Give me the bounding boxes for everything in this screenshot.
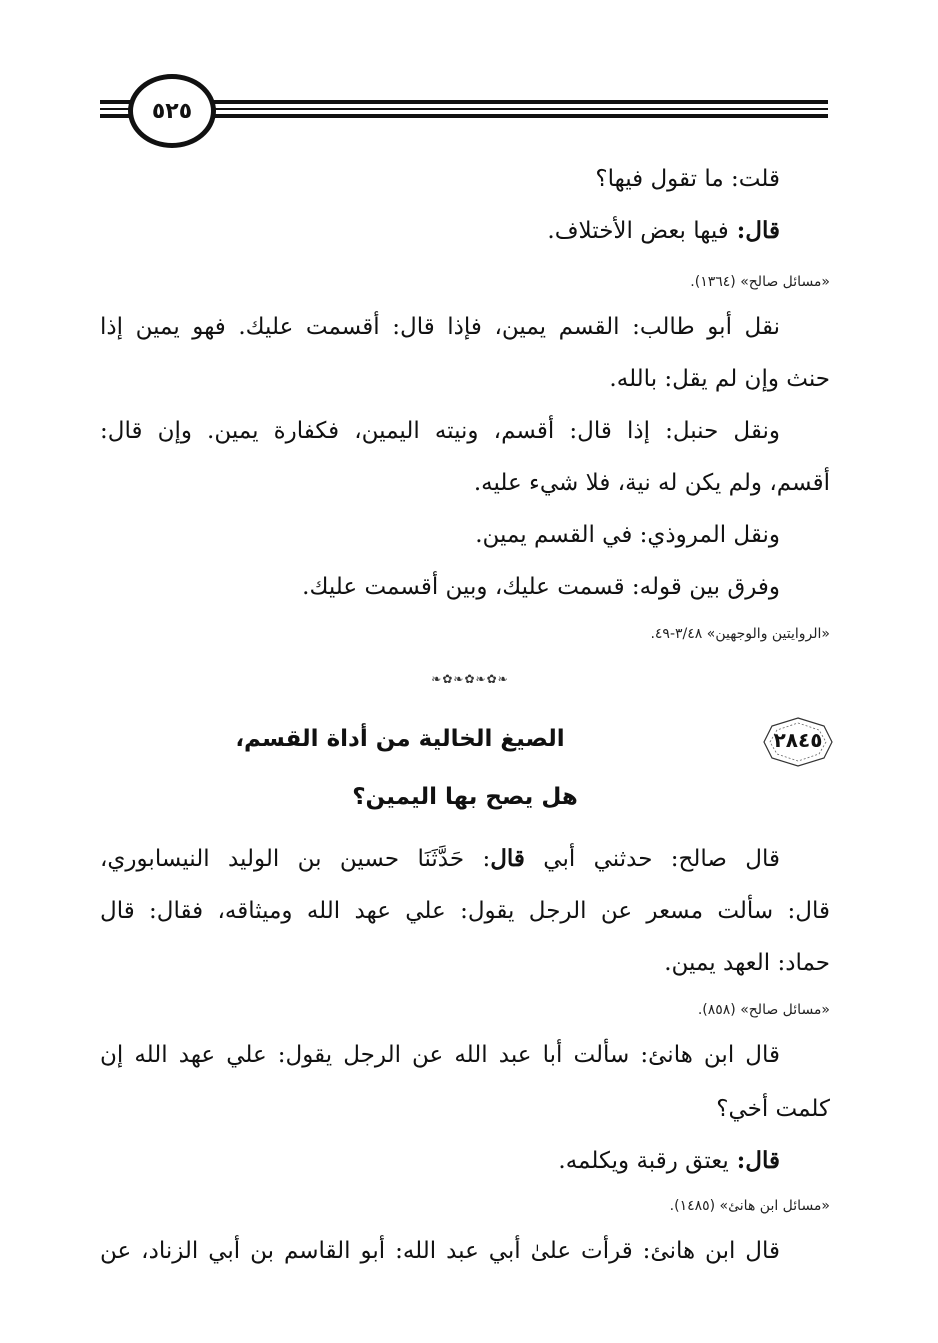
keyword-qala: قال:: [728, 217, 780, 244]
source-reference: «مسائل ابن هانئ» (١٤٨٥).: [669, 1198, 830, 1214]
text-line: ونقل حنبل: إذا قال: أقسم، ونيته اليمين، فكفارة يمين. وإن قال:: [100, 418, 780, 444]
text-line: [100, 1144, 830, 1178]
text-line: [100, 842, 830, 876]
section-divider-ornament: ❧✿❧✿❧✿❧: [431, 672, 509, 686]
section-title-line2: هل يصح بها اليمين؟: [352, 784, 578, 810]
text-span: قال صالح: حدثني أبي: [524, 846, 780, 872]
text-line: كلمت أخي؟: [716, 1096, 830, 1122]
source-reference: «الروايتين والوجهين» ٣/٤٨-٤٩.: [650, 626, 830, 642]
text-line: حماد: العهد يمين.: [664, 950, 830, 976]
speaker-label: قلت:: [723, 166, 780, 192]
keyword-qala: قال: [490, 845, 525, 872]
keyword-qala: قال:: [728, 1147, 780, 1174]
text-line: وفرق بين قوله: قسمت عليك، وبين أقسمت عليك.: [302, 574, 780, 600]
text-line: ونقل المروذي: في القسم يمين.: [475, 522, 780, 548]
text-span: : حَدَّثَنَا حسين بن الوليد النيسابوري،: [100, 846, 491, 872]
text-line: أقسم، ولم يكن له نية، فلا شيء عليه.: [473, 470, 830, 496]
text-line: حنث وإن لم يقل: بالله.: [609, 366, 830, 392]
section-body: [100, 0, 830, 1343]
page-number: ٥٢٥: [128, 74, 216, 148]
text-line: قال ابن هانئ: قرأت علىٰ أبي عبد الله: أبو القاسم بن أبي الزناد، عن: [100, 1238, 780, 1264]
text-line: قال ابن هانئ: سألت أبا عبد الله عن الرجل يقول: علي عهد الله إن: [100, 1042, 780, 1068]
source-reference: «مسائل صالح» (١٣٦٤).: [690, 274, 830, 290]
text-span: فيها بعض الأختلاف.: [547, 218, 729, 244]
source-reference: «مسائل صالح» (٨٥٨).: [697, 1002, 830, 1018]
section-number: ٢٨٤٥: [773, 728, 823, 752]
text-line: قال: سألت مسعر عن الرجل يقول: علي عهد الله وميثاقه، فقال: قال: [100, 898, 830, 924]
section-title-line1: الصيغ الخالية من أداة القسم،: [235, 726, 565, 752]
text-line: نقل أبو طالب: القسم يمين، فإذا قال: أقسمت عليك. فهو يمين إذا: [100, 314, 780, 340]
text-span: ما تقول فيها؟: [595, 166, 724, 192]
text-span: يعتق رقبة ويكلمه.: [558, 1148, 729, 1174]
